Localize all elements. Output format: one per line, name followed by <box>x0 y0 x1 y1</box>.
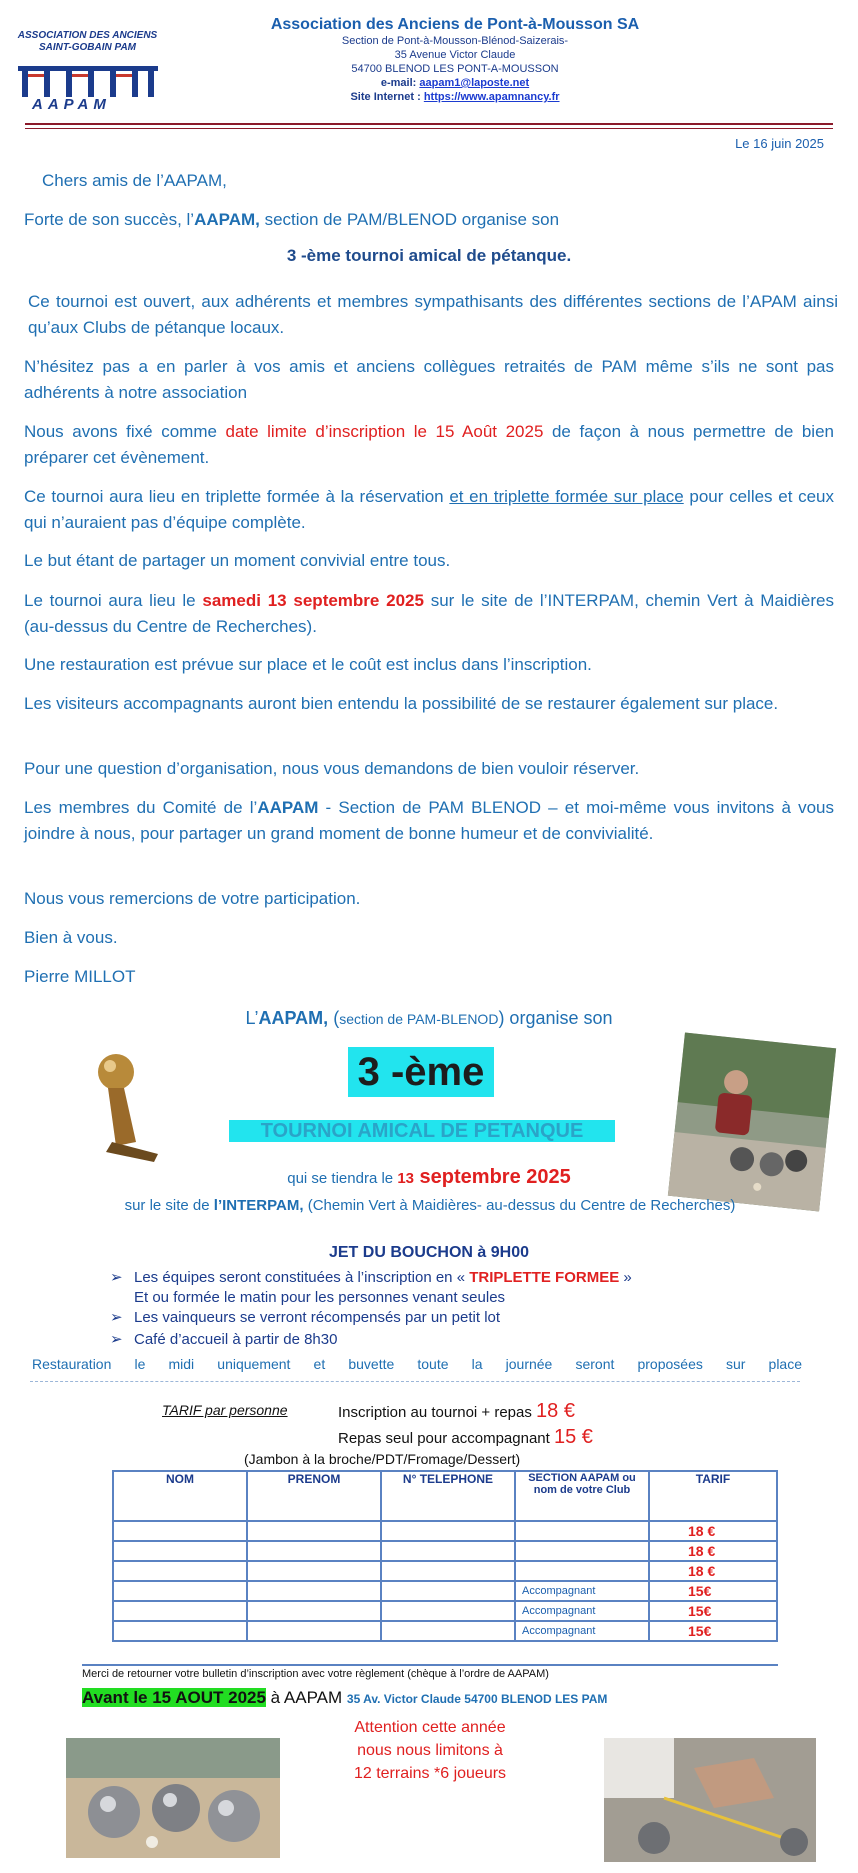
telephone-cell[interactable] <box>381 1621 515 1641</box>
org-city: 54700 BLENOD LES PONT-A-MOUSSON <box>351 63 559 75</box>
paragraph-intro <box>24 207 834 233</box>
table-row <box>113 1581 777 1601</box>
column-header: N° TELEPHONE <box>381 1471 515 1521</box>
section-cell[interactable] <box>515 1561 649 1581</box>
text: sur le site de <box>124 1197 214 1214</box>
paragraph-goal: Le but étant de partager un moment convivial entre tous. <box>24 551 451 570</box>
tarif-cell: 18 € <box>649 1561 777 1581</box>
logo-line-1: ASSOCIATION DES ANCIENS <box>17 30 158 41</box>
signature: Pierre MILLOT <box>24 967 136 986</box>
text: ( <box>328 1008 340 1028</box>
text: Les vainqueurs se verront récompensés par un petit lot <box>134 1309 501 1326</box>
table-row <box>113 1541 777 1561</box>
month-year: septembre 2025 <box>414 1166 571 1188</box>
text: Les équipes seront constituées à l’inscription en « <box>134 1269 470 1286</box>
email-link[interactable]: aapam1@laposte.net <box>419 77 530 89</box>
menu-description: (Jambon à la broche/PDT/Fromage/Dessert) <box>244 1451 521 1467</box>
event-date-highlight: samedi 13 septembre 2025 <box>202 591 424 610</box>
tarif-cell: 18 € <box>649 1541 777 1561</box>
tarif-cell: 15€ <box>649 1601 777 1621</box>
interpam-bold: l’INTERPAM, <box>213 1197 304 1214</box>
column-header: SECTION AAPAM ou nom de votre Club <box>515 1471 649 1521</box>
flyer-intro <box>0 1008 858 1029</box>
section-cell[interactable]: Accompagnant <box>515 1621 649 1641</box>
deadline-highlight: date limite d’inscription le 15 Août 2025 <box>225 422 544 441</box>
bullet-coffee <box>110 1330 337 1350</box>
text: Repas seul pour accompagnant <box>338 1430 550 1447</box>
table-header-row <box>113 1471 777 1521</box>
letter-title: 3 -ème tournoi amical de pétanque. <box>286 246 572 265</box>
email-label: e-mail: <box>380 77 417 89</box>
column-header: TARIF <box>649 1471 777 1521</box>
text: Le tournoi aura lieu le <box>24 591 203 610</box>
nom-cell[interactable] <box>113 1561 247 1581</box>
edition-banner: 3 -ème <box>348 1047 494 1097</box>
registration-table <box>112 1470 778 1642</box>
text: » <box>619 1269 632 1286</box>
logo-caption <box>0 30 175 54</box>
header-divider <box>25 123 833 125</box>
price-meal: 15 € <box>553 1426 593 1448</box>
text: ) organise son <box>498 1008 613 1028</box>
greeting: Chers amis de l’AAPAM, <box>42 171 227 190</box>
tournament-banner: TOURNOI AMICAL DE PETANQUE <box>229 1120 615 1142</box>
return-instructions: Merci de retourner votre bulletin d’inscription avec votre règlement (chèque à l’ordre de AAPAM) <box>82 1668 549 1680</box>
telephone-cell[interactable] <box>381 1561 515 1581</box>
event-date-line <box>0 1166 858 1189</box>
paragraph-open: Ce tournoi est ouvert, aux adhérents et membres sympathisants des différentes sections de l’APAM ainsi qu’aux Clubs de pétanque locaux. <box>28 292 838 337</box>
section-cell[interactable] <box>515 1541 649 1561</box>
prenom-cell[interactable] <box>247 1541 381 1561</box>
return-address: 35 Av. Victor Claude 54700 BLENOD LES PAM <box>346 1692 608 1706</box>
prenom-cell[interactable] <box>247 1601 381 1621</box>
aapam-bold: AAPAM <box>257 798 319 817</box>
bullet-prizes <box>110 1308 500 1328</box>
text: Forte de son succès, l’ <box>24 210 195 229</box>
text: - Section de PAM BLENOD – et moi-même vous invitons à vous joindre à nous, pour partager un grand moment de bonne humeur et de convivialité. <box>24 798 834 843</box>
paragraph-food: Une restauration est prévue sur place et le coût est inclus dans l’inscription. <box>24 655 592 674</box>
paragraph-closing: Bien à vous. <box>24 928 118 947</box>
header-divider-thin <box>25 128 833 129</box>
prenom-cell[interactable] <box>247 1521 381 1541</box>
paragraph-reserve: Pour une question d’organisation, nous vous demandons de bien vouloir réserver. <box>24 759 640 778</box>
prenom-cell[interactable] <box>247 1561 381 1581</box>
logo-wordmark: AAPAM <box>32 96 111 113</box>
arrow-bullet-icon: ➢ <box>110 1269 123 1286</box>
section-text: section de PAM-BLENOD <box>339 1011 499 1027</box>
warning-line: 12 terrains *6 joueurs <box>353 1765 507 1782</box>
event-location <box>100 1196 760 1216</box>
table-row <box>113 1561 777 1581</box>
aapam-bold: AAPAM, <box>194 210 260 229</box>
text: Nous avons fixé comme <box>24 422 226 441</box>
telephone-cell[interactable] <box>381 1581 515 1601</box>
text: Ce tournoi aura lieu en triplette formée à la réservation <box>24 487 450 506</box>
column-header: NOM <box>113 1471 247 1521</box>
aapam-bold: AAPAM, <box>258 1008 329 1028</box>
text: de façon à nous permettre de bien préparer cet évènement. <box>24 422 834 467</box>
nom-cell[interactable] <box>113 1541 247 1561</box>
restauration-line: Restauration le midi uniquement et buvette toute la journée seront proposées sur place <box>32 1356 802 1372</box>
paragraph-date <box>24 588 834 640</box>
telephone-cell[interactable] <box>381 1601 515 1621</box>
text: Inscription au tournoi + repas <box>338 1404 532 1421</box>
tarif-meal <box>338 1426 593 1449</box>
deadline-line <box>82 1688 607 1708</box>
paragraph-committee <box>24 795 834 847</box>
column-header: PRENOM <box>247 1471 381 1521</box>
table-row <box>113 1621 777 1641</box>
trophy-icon <box>78 1050 170 1165</box>
warning-line: Attention cette année <box>354 1719 506 1736</box>
org-street: 35 Avenue Victor Claude <box>394 49 516 61</box>
tarif-cell: 15€ <box>649 1621 777 1641</box>
letter-date: Le 16 juin 2025 <box>735 136 824 151</box>
section-cell[interactable]: Accompagnant <box>515 1601 649 1621</box>
dashed-separator <box>30 1381 800 1382</box>
nom-cell[interactable] <box>113 1581 247 1601</box>
paragraph-share: N’hésitez pas a en parler à vos amis et anciens collègues retraités de PAM même s’ils ne sont pas adhérents à notre association <box>24 357 834 402</box>
telephone-cell[interactable] <box>381 1541 515 1561</box>
deadline-badge: Avant le 15 AOUT 2025 <box>82 1688 266 1707</box>
capacity-warning <box>300 1716 560 1785</box>
warning-line: nous nous limitons à <box>357 1742 503 1759</box>
org-email-line <box>230 76 680 90</box>
org-section: Section de Pont-à-Mousson-Blénod-Saizerais- <box>341 35 569 47</box>
nom-cell[interactable] <box>113 1601 247 1621</box>
underlined-text: et en triplette formée sur place <box>449 487 684 506</box>
table-row <box>113 1601 777 1621</box>
logo-line-2: SAINT-GOBAIN PAM <box>38 42 137 53</box>
site-label: Site Internet : <box>350 91 421 103</box>
prenom-cell[interactable] <box>247 1621 381 1641</box>
text: sur le site de l’INTERPAM, chemin Vert à Maidières (au-dessus du Centre de Recherches). <box>24 591 834 636</box>
table-bottom-rule <box>82 1664 778 1666</box>
text: Les membres du Comité de l’ <box>24 798 258 817</box>
org-site-line <box>230 90 680 104</box>
text: Café d’accueil à partir de 8h30 <box>134 1331 338 1348</box>
tarif-tournament <box>338 1400 575 1423</box>
bullet-teams <box>110 1268 632 1288</box>
boules-photo <box>66 1738 280 1858</box>
text: à AAPAM <box>265 1688 347 1707</box>
text: qui se tiendra le <box>287 1170 398 1187</box>
text: pour celles et ceux qui n’auraient pas d’équipe complète. <box>24 487 835 532</box>
prenom-cell[interactable] <box>247 1581 381 1601</box>
section-cell[interactable] <box>515 1521 649 1541</box>
price-tournament: 18 € <box>536 1400 575 1422</box>
organization-block <box>230 16 680 104</box>
telephone-cell[interactable] <box>381 1521 515 1541</box>
tarif-cell: 15€ <box>649 1581 777 1601</box>
jet-du-bouchon: JET DU BOUCHON à 9H00 <box>328 1244 530 1261</box>
day-number: 13 <box>397 1170 414 1187</box>
bullet-teams-cont: Et ou formée le matin pour les personnes venant seules <box>134 1289 506 1306</box>
text: section de PAM/BLENOD organise son <box>259 210 560 229</box>
nom-cell[interactable] <box>113 1621 247 1641</box>
section-cell[interactable]: Accompagnant <box>515 1581 649 1601</box>
org-name: Association des Anciens de Pont-à-Mousson SA <box>270 16 640 33</box>
tarif-cell: 18 € <box>649 1521 777 1541</box>
paragraph-visitors: Les visiteurs accompagnants auront bien entendu la possibilité de se restaurer également sur place. <box>24 694 779 713</box>
nom-cell[interactable] <box>113 1521 247 1541</box>
paragraph-thanks: Nous vous remercions de votre participation. <box>24 889 361 908</box>
paragraph-deadline <box>24 419 834 471</box>
arrow-bullet-icon: ➢ <box>110 1331 123 1348</box>
text: L’ <box>245 1008 259 1028</box>
arrow-bullet-icon: ➢ <box>110 1309 123 1326</box>
table-row <box>113 1521 777 1541</box>
tarif-label: TARIF par personne <box>162 1402 288 1418</box>
text: (Chemin Vert à Maidières- au-dessus du Centre de Recherches) <box>303 1197 736 1214</box>
paragraph-triplette <box>24 484 834 536</box>
website-link[interactable]: https://www.apamnancy.fr <box>423 91 560 103</box>
measuring-photo <box>604 1738 816 1862</box>
triplette-highlight: TRIPLETTE FORMEE <box>469 1269 620 1286</box>
